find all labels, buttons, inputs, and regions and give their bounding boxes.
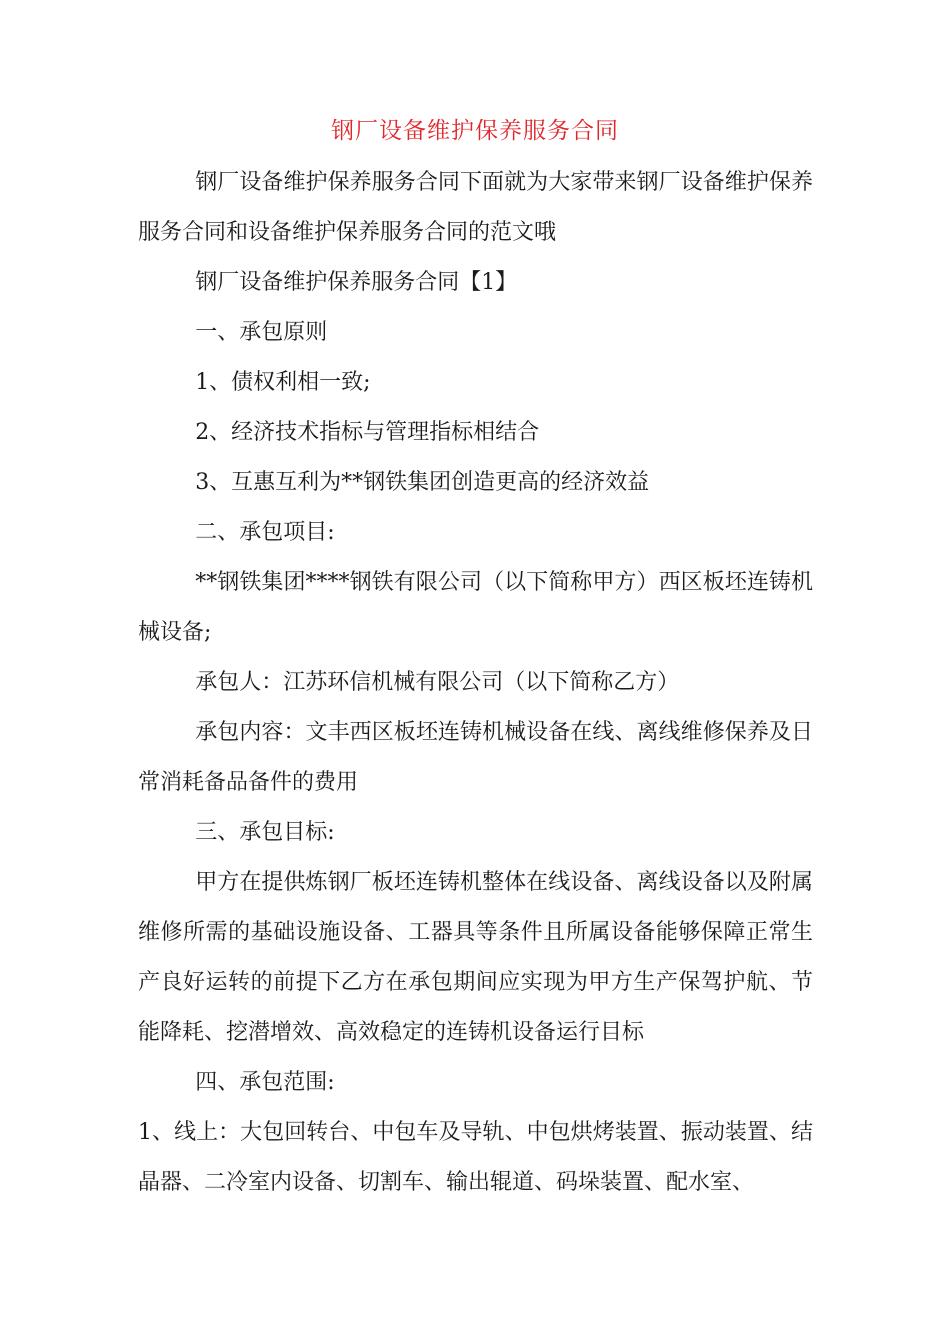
paragraph-contractor: 承包人：江苏环信机械有限公司（以下简称乙方） [195, 670, 680, 695]
paragraph-goals: 甲方在提供炼钢厂板坯连铸机整体在线设备、离线设备以及附属维修所需的基础设施设备、工器具等条件且所属设备能够保障正常生产良好运转的前提下乙方在承包期间应实现为甲方生产保驾护航、节能降耗、挖潜增效、高效稳定的连铸机设备运行目标 [138, 870, 813, 1045]
section-heading-scope: 四、承包范围: [195, 1070, 335, 1095]
section-heading-principles: 一、承包原则 [195, 320, 328, 345]
paragraph-contract-heading: 钢厂设备维护保养服务合同【1】 [195, 270, 518, 295]
document-title: 钢厂设备维护保养服务合同 [331, 118, 619, 144]
paragraph-project: **钢铁集团****钢铁有限公司（以下简称甲方）西区板坯连铸机械设备; [138, 570, 813, 645]
document-body [138, 158, 813, 1208]
list-item: 3、互惠互利为**钢铁集团创造更高的经济效益 [195, 470, 650, 495]
paragraph-scope-online: 1、线上：大包回转台、中包车及导轨、中包烘烤装置、振动装置、结晶器、二冷室内设备、切割车、输出辊道、码垛装置、配水室、 [138, 1120, 813, 1195]
paragraph-intro: 钢厂设备维护保养服务合同下面就为大家带来钢厂设备维护保养服务合同和设备维护保养服务合同的范文哦 [138, 170, 813, 245]
list-item: 1、债权利相一致; [195, 370, 371, 395]
section-heading-project: 二、承包项目: [195, 520, 335, 545]
section-heading-goals: 三、承包目标: [195, 820, 335, 845]
paragraph-content: 承包内容：文丰西区板坯连铸机械设备在线、离线维修保养及日常消耗备品备件的费用 [138, 720, 813, 795]
list-item: 2、经济技术指标与管理指标相结合 [195, 420, 540, 445]
